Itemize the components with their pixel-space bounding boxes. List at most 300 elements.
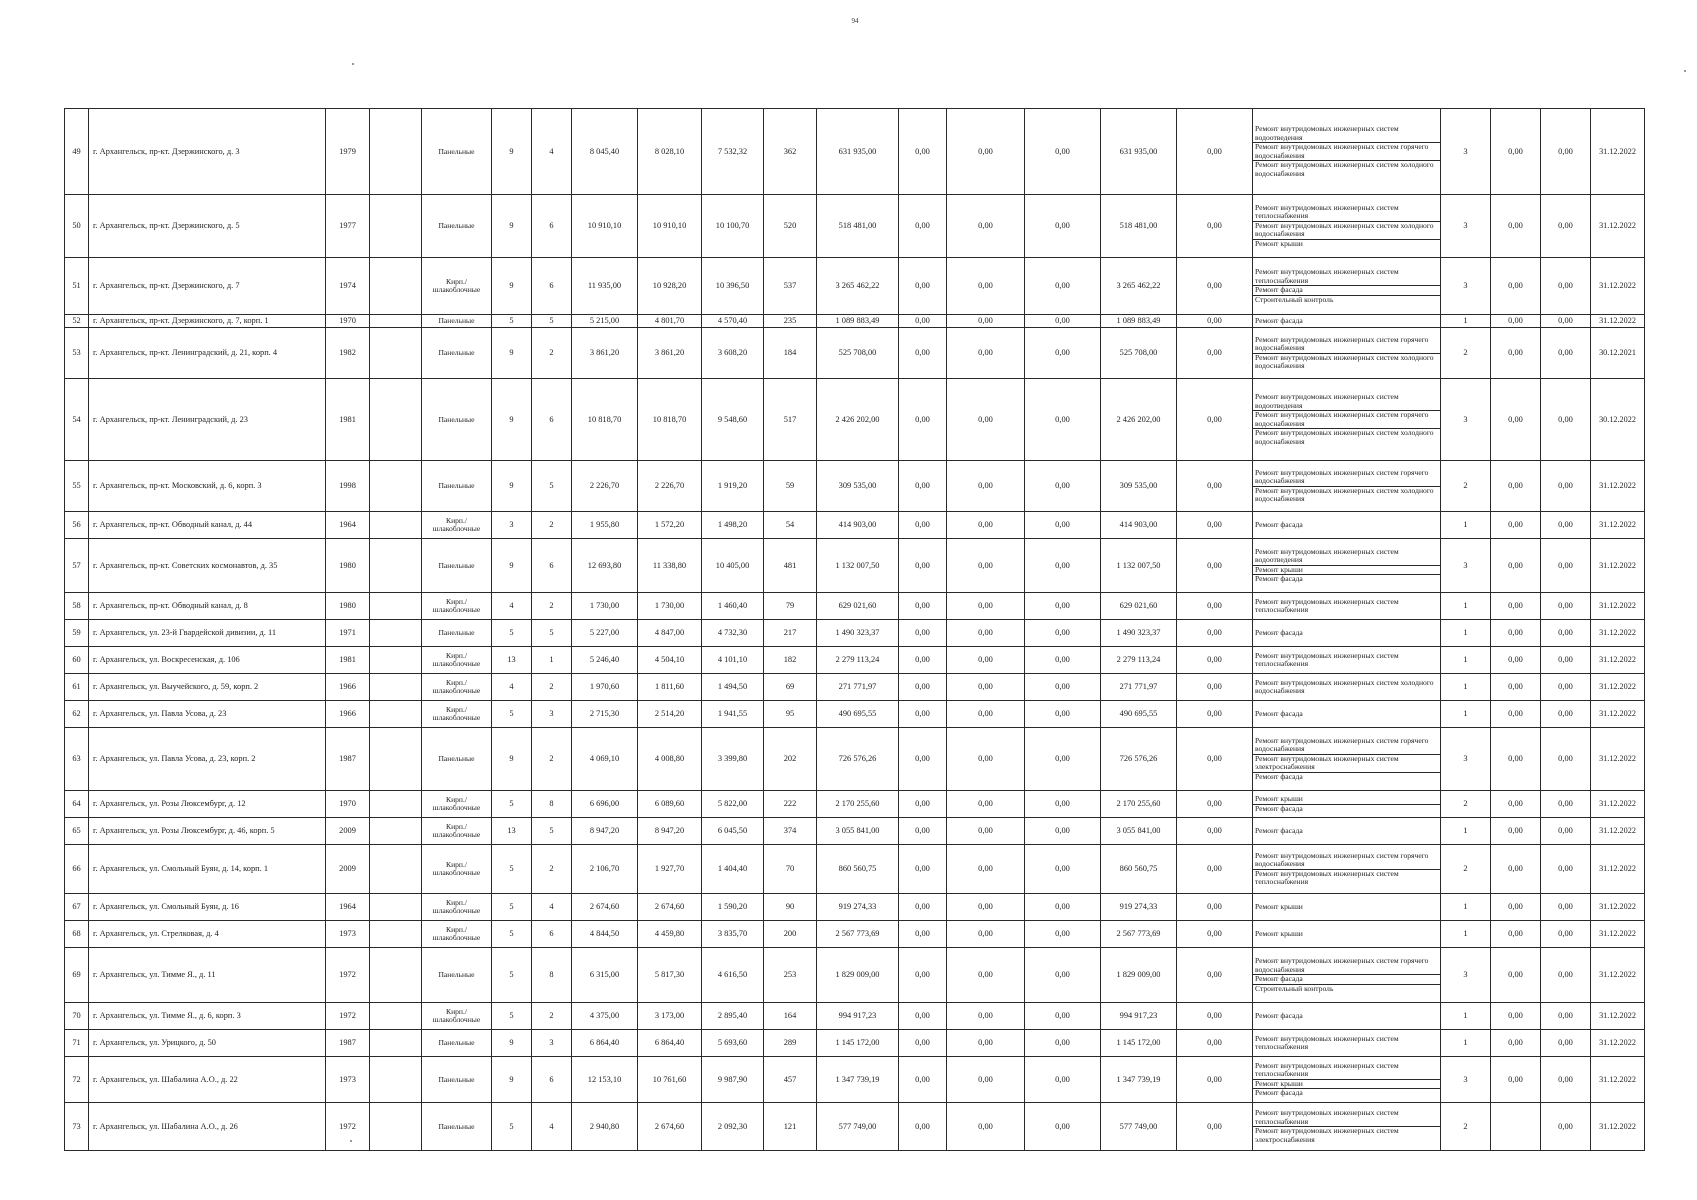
fund-e: 0,00 <box>1177 315 1253 328</box>
fund-d: 490 695,55 <box>1101 701 1177 728</box>
value-b: 0,00 <box>1541 620 1591 647</box>
fund-b: 0,00 <box>947 674 1025 701</box>
works-count: 1 <box>1441 1003 1491 1030</box>
value-a: 0,00 <box>1491 593 1541 620</box>
fund-e: 0,00 <box>1177 818 1253 845</box>
table-row <box>65 258 1645 315</box>
residents-count: 374 <box>764 818 817 845</box>
works-count: 1 <box>1441 512 1491 539</box>
value-b: 0,00 <box>1541 921 1591 948</box>
table-row <box>65 1057 1645 1103</box>
floors-count: 9 <box>492 728 532 791</box>
fund-d: 518 481,00 <box>1101 195 1177 258</box>
total-area: 3 861,20 <box>572 328 638 379</box>
work-item: Строительный контроль <box>1255 983 1334 993</box>
work-item: Ремонт внутридомовых инженерных систем теплоснабжения <box>1255 1033 1399 1051</box>
works-count: 3 <box>1441 258 1491 315</box>
address: г. Архангельск, ул. Тимме Я., д. 6, корп. 3 <box>89 1003 326 1030</box>
living-area: 4 801,70 <box>638 315 702 328</box>
scan-speck <box>352 63 354 65</box>
total-area: 5 215,00 <box>572 315 638 328</box>
total-cost: 994 917,23 <box>817 1003 899 1030</box>
work-item: Ремонт внутридомовых инженерных систем горячего водоснабжения <box>1253 737 1440 755</box>
year-built: 1998 <box>326 461 370 512</box>
table-row <box>65 674 1645 701</box>
deadline: 31.12.2022 <box>1591 1003 1645 1030</box>
row-number: 67 <box>65 894 89 921</box>
value-b: 0,00 <box>1541 1003 1591 1030</box>
works-list <box>1253 647 1441 674</box>
floors-count: 5 <box>492 620 532 647</box>
value-b: 0,00 <box>1541 647 1591 674</box>
work-item: Ремонт крыши <box>1253 795 1440 805</box>
row-number: 64 <box>65 791 89 818</box>
entrances-count: 1 <box>532 647 572 674</box>
value-b: 0,00 <box>1541 948 1591 1003</box>
total-area: 8 045,40 <box>572 109 638 195</box>
fund-e: 0,00 <box>1177 845 1253 894</box>
works-count: 3 <box>1441 948 1491 1003</box>
wall-material: Кирп./шлакоблочные <box>422 258 492 315</box>
fund-e: 0,00 <box>1177 593 1253 620</box>
blank-cell <box>370 728 422 791</box>
blank-cell <box>370 845 422 894</box>
work-item: Ремонт внутридомовых инженерных систем электроснабжения <box>1253 755 1440 773</box>
work-item: Ремонт внутридомовых инженерных систем теплоснабжения <box>1255 868 1399 886</box>
value-a: 0,00 <box>1491 109 1541 195</box>
floors-count: 5 <box>492 791 532 818</box>
fund-e: 0,00 <box>1177 647 1253 674</box>
work-item: Ремонт внутридомовых инженерных систем теплоснабжения <box>1255 650 1399 668</box>
address: г. Архангельск, пр-кт. Советских космонавтов, д. 35 <box>89 539 326 593</box>
fund-a: 0,00 <box>899 791 947 818</box>
blank-cell <box>370 948 422 1003</box>
address: г. Архангельск, ул. Розы Люксембург, д. 12 <box>89 791 326 818</box>
works-list <box>1253 818 1441 845</box>
wall-material: Кирп./шлакоблочные <box>422 512 492 539</box>
fund-e: 0,00 <box>1177 109 1253 195</box>
fund-b: 0,00 <box>947 620 1025 647</box>
work-item: Ремонт внутридомовых инженерных систем теплоснабжения <box>1253 1062 1440 1080</box>
blank-cell <box>370 674 422 701</box>
fund-d: 309 535,00 <box>1101 461 1177 512</box>
value-a: 0,00 <box>1491 620 1541 647</box>
residents-count: 69 <box>764 674 817 701</box>
table-row <box>65 894 1645 921</box>
fund-c: 0,00 <box>1025 674 1101 701</box>
work-item: Ремонт фасада <box>1253 286 1440 296</box>
deadline: 31.12.2022 <box>1591 674 1645 701</box>
residential-area: 3 835,70 <box>702 921 764 948</box>
year-built: 1981 <box>326 647 370 674</box>
works-count: 2 <box>1441 461 1491 512</box>
residents-count: 184 <box>764 328 817 379</box>
fund-b: 0,00 <box>947 845 1025 894</box>
living-area: 11 338,80 <box>638 539 702 593</box>
table-row <box>65 328 1645 379</box>
fund-c: 0,00 <box>1025 1030 1101 1057</box>
fund-d: 726 576,26 <box>1101 728 1177 791</box>
works-count: 1 <box>1441 894 1491 921</box>
fund-e: 0,00 <box>1177 791 1253 818</box>
works-list <box>1253 791 1441 818</box>
fund-d: 1 132 007,50 <box>1101 539 1177 593</box>
year-built: 1964 <box>326 512 370 539</box>
residential-area: 2 895,40 <box>702 1003 764 1030</box>
value-a: 0,00 <box>1491 195 1541 258</box>
entrances-count: 3 <box>532 701 572 728</box>
fund-b: 0,00 <box>947 894 1025 921</box>
works-list <box>1253 1030 1441 1057</box>
value-b: 0,00 <box>1541 539 1591 593</box>
work-item: Ремонт внутридомовых инженерных систем холодного водоснабжения <box>1255 160 1434 178</box>
value-a: 0,00 <box>1491 894 1541 921</box>
row-number: 63 <box>65 728 89 791</box>
works-count: 3 <box>1441 109 1491 195</box>
fund-c: 0,00 <box>1025 845 1101 894</box>
work-item: Ремонт фасада <box>1253 975 1440 985</box>
fund-a: 0,00 <box>899 818 947 845</box>
fund-a: 0,00 <box>899 593 947 620</box>
total-area: 2 226,70 <box>572 461 638 512</box>
fund-e: 0,00 <box>1177 701 1253 728</box>
value-a: 0,00 <box>1491 948 1541 1003</box>
works-list <box>1253 539 1441 593</box>
total-cost: 525 708,00 <box>817 328 899 379</box>
total-cost: 629 021,60 <box>817 593 899 620</box>
fund-a: 0,00 <box>899 258 947 315</box>
work-item: Ремонт фасада <box>1255 574 1303 583</box>
fund-c: 0,00 <box>1025 701 1101 728</box>
works-list <box>1253 620 1441 647</box>
wall-material: Кирп./шлакоблочные <box>422 1003 492 1030</box>
deadline: 31.12.2022 <box>1591 791 1645 818</box>
wall-material: Панельные <box>422 539 492 593</box>
blank-cell <box>370 109 422 195</box>
fund-a: 0,00 <box>899 512 947 539</box>
work-item: Ремонт фасада <box>1255 825 1303 835</box>
fund-a: 0,00 <box>899 328 947 379</box>
total-cost: 1 089 883,49 <box>817 315 899 328</box>
living-area: 8 947,20 <box>638 818 702 845</box>
entrances-count: 2 <box>532 328 572 379</box>
value-b: 0,00 <box>1541 328 1591 379</box>
fund-b: 0,00 <box>947 1030 1025 1057</box>
table-row <box>65 701 1645 728</box>
work-item: Ремонт фасада <box>1255 315 1303 325</box>
deadline: 31.12.2022 <box>1591 512 1645 539</box>
floors-count: 13 <box>492 647 532 674</box>
year-built: 1970 <box>326 315 370 328</box>
fund-b: 0,00 <box>947 1057 1025 1103</box>
entrances-count: 6 <box>532 1057 572 1103</box>
blank-cell <box>370 379 422 461</box>
fund-b: 0,00 <box>947 315 1025 328</box>
fund-c: 0,00 <box>1025 461 1101 512</box>
table-row <box>65 195 1645 258</box>
residential-area: 1 494,50 <box>702 674 764 701</box>
total-cost: 414 903,00 <box>817 512 899 539</box>
total-area: 12 693,80 <box>572 539 638 593</box>
living-area: 8 028,10 <box>638 109 702 195</box>
deadline: 31.12.2022 <box>1591 921 1645 948</box>
work-item: Ремонт крыши <box>1253 1080 1440 1090</box>
residential-area: 4 616,50 <box>702 948 764 1003</box>
fund-b: 0,00 <box>947 109 1025 195</box>
fund-c: 0,00 <box>1025 620 1101 647</box>
repair-program-table <box>64 108 1645 1151</box>
fund-c: 0,00 <box>1025 647 1101 674</box>
total-cost: 1 132 007,50 <box>817 539 899 593</box>
total-cost: 3 265 462,22 <box>817 258 899 315</box>
works-list <box>1253 195 1441 258</box>
residents-count: 217 <box>764 620 817 647</box>
residents-count: 520 <box>764 195 817 258</box>
floors-count: 4 <box>492 593 532 620</box>
fund-d: 2 279 113,24 <box>1101 647 1177 674</box>
row-number: 72 <box>65 1057 89 1103</box>
address: г. Архангельск, пр-кт. Дзержинского, д. 7, корп. 1 <box>89 315 326 328</box>
entrances-count: 2 <box>532 674 572 701</box>
deadline: 31.12.2022 <box>1591 620 1645 647</box>
year-built: 2009 <box>326 818 370 845</box>
value-a: 0,00 <box>1491 512 1541 539</box>
fund-d: 629 021,60 <box>1101 593 1177 620</box>
total-area: 1 970,60 <box>572 674 638 701</box>
entrances-count: 5 <box>532 818 572 845</box>
total-cost: 2 567 773,69 <box>817 921 899 948</box>
value-a: 0,00 <box>1491 1057 1541 1103</box>
total-cost: 490 695,55 <box>817 701 899 728</box>
deadline: 31.12.2022 <box>1591 728 1645 791</box>
residential-area: 2 092,30 <box>702 1103 764 1151</box>
table-row <box>65 1003 1645 1030</box>
floors-count: 5 <box>492 1103 532 1151</box>
living-area: 1 927,70 <box>638 845 702 894</box>
total-area: 2 715,30 <box>572 701 638 728</box>
fund-c: 0,00 <box>1025 1003 1101 1030</box>
floors-count: 9 <box>492 461 532 512</box>
wall-material: Кирп./шлакоблочные <box>422 818 492 845</box>
fund-b: 0,00 <box>947 593 1025 620</box>
fund-e: 0,00 <box>1177 728 1253 791</box>
value-a: 0,00 <box>1491 647 1541 674</box>
year-built: 2009 <box>326 845 370 894</box>
deadline: 31.12.2022 <box>1591 818 1645 845</box>
residents-count: 95 <box>764 701 817 728</box>
fund-c: 0,00 <box>1025 328 1101 379</box>
fund-c: 0,00 <box>1025 728 1101 791</box>
residents-count: 90 <box>764 894 817 921</box>
residential-area: 6 045,50 <box>702 818 764 845</box>
fund-c: 0,00 <box>1025 379 1101 461</box>
value-b: 0,00 <box>1541 195 1591 258</box>
work-item: Ремонт крыши <box>1255 238 1303 248</box>
work-item: Ремонт внутридомовых инженерных систем теплоснабжения <box>1253 1109 1440 1127</box>
value-b: 0,00 <box>1541 461 1591 512</box>
value-b: 0,00 <box>1541 315 1591 328</box>
work-item: Ремонт фасада <box>1255 708 1303 718</box>
year-built: 1971 <box>326 620 370 647</box>
works-count: 3 <box>1441 728 1491 791</box>
entrances-count: 2 <box>532 1003 572 1030</box>
works-list <box>1253 258 1441 315</box>
total-area: 12 153,10 <box>572 1057 638 1103</box>
value-a: 0,00 <box>1491 921 1541 948</box>
fund-b: 0,00 <box>947 461 1025 512</box>
fund-d: 525 708,00 <box>1101 328 1177 379</box>
blank-cell <box>370 539 422 593</box>
living-area: 1 572,20 <box>638 512 702 539</box>
total-area: 5 227,00 <box>572 620 638 647</box>
fund-e: 0,00 <box>1177 948 1253 1003</box>
living-area: 10 910,10 <box>638 195 702 258</box>
fund-d: 994 917,23 <box>1101 1003 1177 1030</box>
residential-area: 3 608,20 <box>702 328 764 379</box>
fund-d: 1 347 739,19 <box>1101 1057 1177 1103</box>
works-list <box>1253 921 1441 948</box>
entrances-count: 5 <box>532 620 572 647</box>
works-count: 1 <box>1441 818 1491 845</box>
work-item: Ремонт фасада <box>1255 771 1303 781</box>
value-a <box>1491 1103 1541 1151</box>
total-area: 1 730,00 <box>572 593 638 620</box>
fund-a: 0,00 <box>899 1103 947 1151</box>
works-count: 2 <box>1441 328 1491 379</box>
wall-material: Кирп./шлакоблочные <box>422 701 492 728</box>
row-number: 69 <box>65 948 89 1003</box>
fund-c: 0,00 <box>1025 921 1101 948</box>
entrances-count: 8 <box>532 948 572 1003</box>
works-list <box>1253 328 1441 379</box>
wall-material: Панельные <box>422 315 492 328</box>
year-built: 1980 <box>326 539 370 593</box>
deadline: 30.12.2022 <box>1591 379 1645 461</box>
residents-count: 200 <box>764 921 817 948</box>
year-built: 1987 <box>326 1030 370 1057</box>
entrances-count: 8 <box>532 791 572 818</box>
residents-count: 79 <box>764 593 817 620</box>
floors-count: 9 <box>492 328 532 379</box>
residential-area: 10 405,00 <box>702 539 764 593</box>
address: г. Архангельск, ул. Розы Люксембург, д. 46, корп. 5 <box>89 818 326 845</box>
total-area: 11 935,00 <box>572 258 638 315</box>
total-cost: 518 481,00 <box>817 195 899 258</box>
living-area: 2 674,60 <box>638 894 702 921</box>
living-area: 3 861,20 <box>638 328 702 379</box>
fund-c: 0,00 <box>1025 948 1101 1003</box>
table-row <box>65 728 1645 791</box>
total-area: 6 864,40 <box>572 1030 638 1057</box>
value-b: 0,00 <box>1541 512 1591 539</box>
deadline: 31.12.2022 <box>1591 258 1645 315</box>
residents-count: 70 <box>764 845 817 894</box>
year-built: 1987 <box>326 728 370 791</box>
blank-cell <box>370 701 422 728</box>
living-area: 4 504,10 <box>638 647 702 674</box>
row-number: 66 <box>65 845 89 894</box>
row-number: 50 <box>65 195 89 258</box>
value-b: 0,00 <box>1541 728 1591 791</box>
total-area: 6 696,00 <box>572 791 638 818</box>
work-item: Ремонт внутридомовых инженерных систем горячего водоснабжения <box>1253 469 1440 487</box>
works-list <box>1253 461 1441 512</box>
deadline: 31.12.2022 <box>1591 845 1645 894</box>
fund-a: 0,00 <box>899 845 947 894</box>
table-row <box>65 620 1645 647</box>
deadline: 31.12.2022 <box>1591 647 1645 674</box>
works-count: 3 <box>1441 195 1491 258</box>
total-area: 10 818,70 <box>572 379 638 461</box>
fund-e: 0,00 <box>1177 894 1253 921</box>
table-row <box>65 315 1645 328</box>
value-b: 0,00 <box>1541 818 1591 845</box>
row-number: 68 <box>65 921 89 948</box>
table-row <box>65 593 1645 620</box>
residents-count: 517 <box>764 379 817 461</box>
entrances-count: 6 <box>532 539 572 593</box>
work-item: Ремонт внутридомовых инженерных систем горячего водоснабжения <box>1253 143 1440 161</box>
works-list <box>1253 894 1441 921</box>
value-b: 0,00 <box>1541 1103 1591 1151</box>
table-row <box>65 512 1645 539</box>
fund-a: 0,00 <box>899 701 947 728</box>
table-row <box>65 948 1645 1003</box>
work-item: Ремонт крыши <box>1253 566 1440 576</box>
floors-count: 4 <box>492 674 532 701</box>
total-cost: 2 170 255,60 <box>817 791 899 818</box>
table-row <box>65 461 1645 512</box>
wall-material: Кирп./шлакоблочные <box>422 845 492 894</box>
fund-a: 0,00 <box>899 674 947 701</box>
living-area: 2 514,20 <box>638 701 702 728</box>
value-a: 0,00 <box>1491 1003 1541 1030</box>
year-built: 1966 <box>326 701 370 728</box>
fund-c: 0,00 <box>1025 894 1101 921</box>
deadline: 31.12.2022 <box>1591 1103 1645 1151</box>
total-area: 2 106,70 <box>572 845 638 894</box>
total-cost: 1 145 172,00 <box>817 1030 899 1057</box>
residential-area: 1 460,40 <box>702 593 764 620</box>
works-count: 1 <box>1441 620 1491 647</box>
living-area: 1 730,00 <box>638 593 702 620</box>
residents-count: 362 <box>764 109 817 195</box>
residential-area: 9 987,90 <box>702 1057 764 1103</box>
fund-b: 0,00 <box>947 539 1025 593</box>
fund-c: 0,00 <box>1025 1103 1101 1151</box>
row-number: 52 <box>65 315 89 328</box>
fund-d: 631 935,00 <box>1101 109 1177 195</box>
fund-c: 0,00 <box>1025 791 1101 818</box>
total-area: 4 844,50 <box>572 921 638 948</box>
wall-material: Панельные <box>422 328 492 379</box>
residential-area: 10 100,70 <box>702 195 764 258</box>
value-b: 0,00 <box>1541 674 1591 701</box>
work-item: Ремонт внутридомовых инженерных систем теплоснабжения <box>1255 596 1399 614</box>
year-built: 1964 <box>326 894 370 921</box>
fund-e: 0,00 <box>1177 328 1253 379</box>
floors-count: 9 <box>492 258 532 315</box>
blank-cell <box>370 1103 422 1151</box>
works-list <box>1253 1003 1441 1030</box>
value-b: 0,00 <box>1541 845 1591 894</box>
floors-count: 5 <box>492 894 532 921</box>
fund-b: 0,00 <box>947 195 1025 258</box>
year-built: 1973 <box>326 921 370 948</box>
fund-b: 0,00 <box>947 258 1025 315</box>
year-built: 1982 <box>326 328 370 379</box>
address: г. Архангельск, пр-кт. Ленинградский, д. 21, корп. 4 <box>89 328 326 379</box>
